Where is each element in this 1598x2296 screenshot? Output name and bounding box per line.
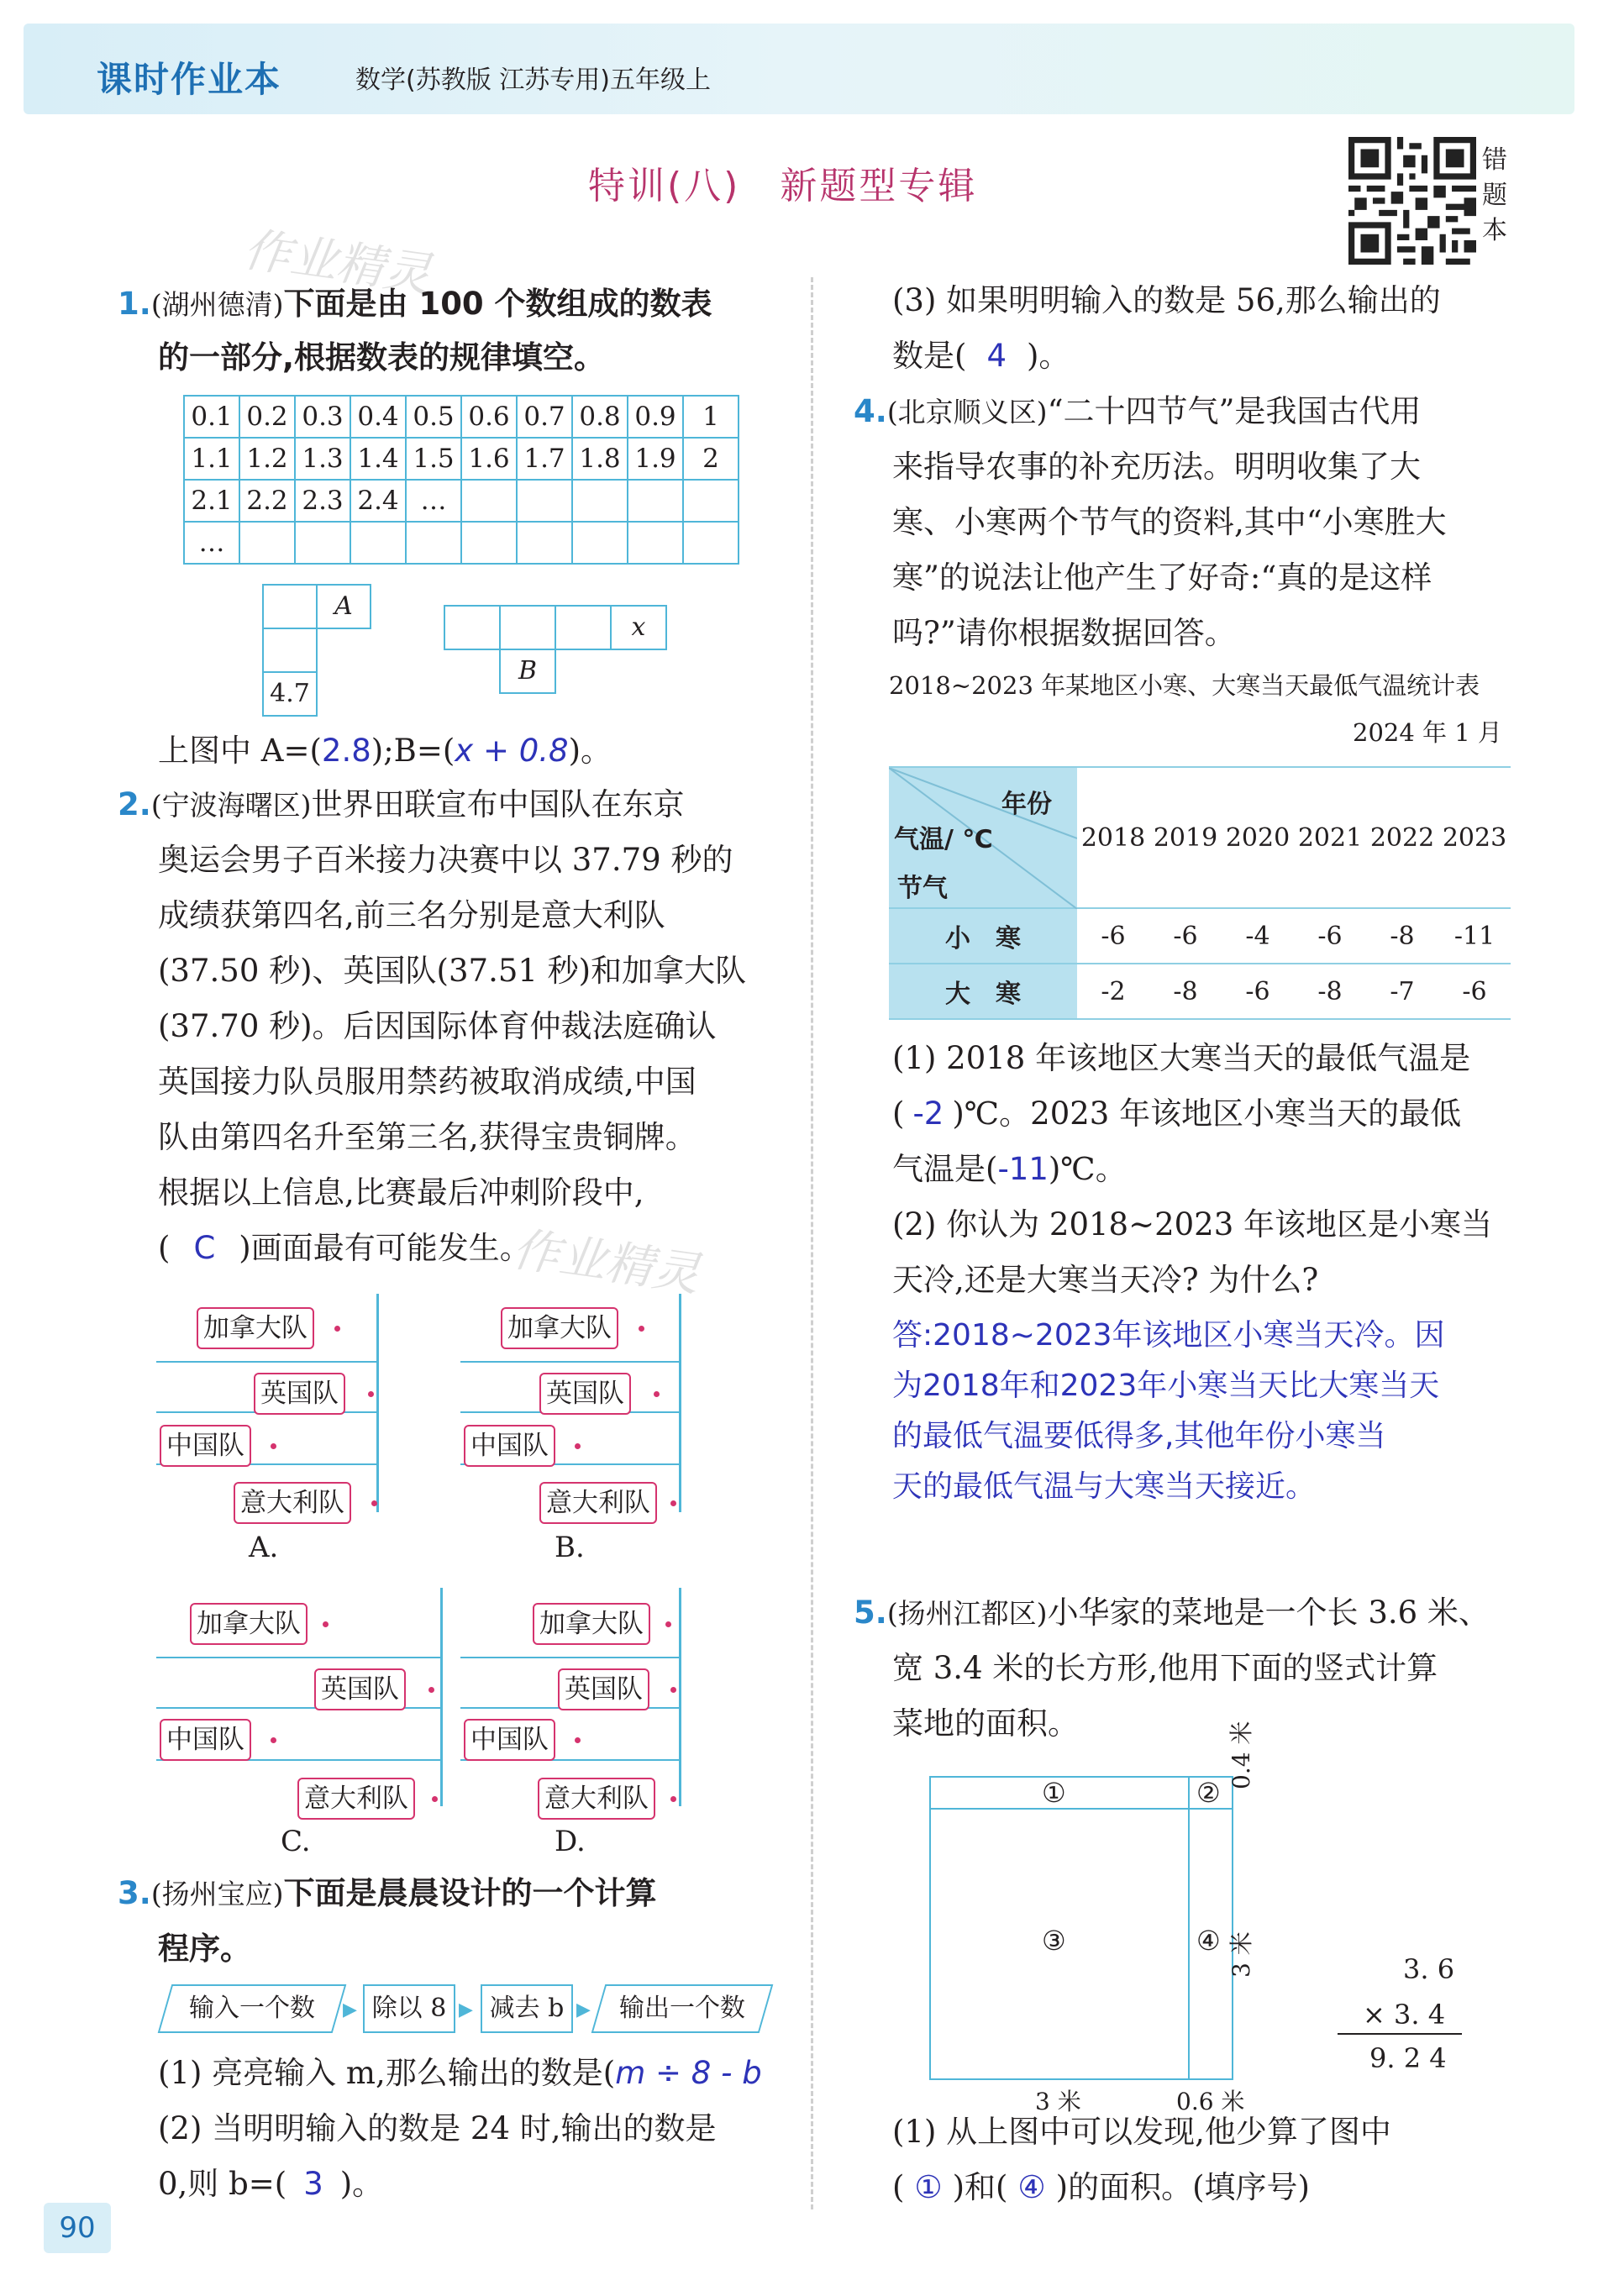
table-cell	[295, 522, 350, 564]
q2-line: 根据以上信息,比赛最后冲刺阶段中,	[158, 1174, 644, 1211]
runner-dot	[665, 1621, 671, 1627]
year-header: 2020	[1222, 767, 1294, 908]
page-number: 90	[44, 2203, 111, 2253]
team-italy: 意大利队	[539, 1482, 657, 1524]
year-header: 2018	[1077, 767, 1149, 908]
q3-sub2-line1: (2) 当明明输入的数是 24 时,输出的数是	[158, 2110, 717, 2146]
q1-shape-b-cell	[555, 605, 612, 650]
runner-dot	[639, 1326, 644, 1332]
table-row	[184, 438, 739, 480]
q4-sub2-line2: 天冷,还是大寒当天冷? 为什么?	[892, 1262, 1319, 1298]
lane-line	[460, 1657, 679, 1658]
table-cell: 1	[683, 396, 739, 438]
dim-bottom-right: 0.6 米	[1176, 2088, 1245, 2115]
table-cell: 1.4	[350, 438, 406, 480]
table-cell: 2.2	[239, 480, 295, 522]
team-britain: 英国队	[314, 1668, 406, 1710]
table-cell: 1.9	[628, 438, 683, 480]
dim-right: 3 米	[1227, 1931, 1255, 1978]
finish-line	[440, 1588, 443, 1806]
q4-handwritten-answer: 天的最低气温与大寒当天接近。	[892, 1469, 1317, 1504]
q5-line: 宽 3.4 米的长方形,他用下面的竖式计算	[892, 1650, 1438, 1686]
table-cell	[461, 522, 517, 564]
q1-shape-a-cell	[262, 628, 318, 673]
year-header: 2023	[1438, 767, 1511, 908]
team-canada: 加拿大队	[190, 1603, 308, 1645]
team-canada: 加拿大队	[533, 1603, 650, 1645]
team-china: 中国队	[464, 1425, 555, 1467]
table-cell	[517, 522, 572, 564]
q4-stem: 4.(北京顺义区)“二十四节气”是我国古代用	[854, 393, 1422, 429]
option-b-label: B.	[555, 1531, 585, 1564]
q3-sub1-answer: m ÷ 8 - b	[615, 2055, 762, 2091]
book-subtitle: 数学(苏教版 江苏专用)五年级上	[355, 66, 711, 95]
column-divider	[811, 277, 813, 2209]
qr-label: 错 题 本	[1482, 145, 1507, 245]
table-cell: 1.1	[184, 438, 239, 480]
q1-shape-b-label: B	[499, 649, 556, 694]
dim-top: 0.4 米	[1227, 1721, 1255, 1789]
runner-dot	[371, 1500, 377, 1506]
year-header: 2021	[1294, 767, 1366, 908]
q4-sub1-line1: (1) 2018 年该地区大寒当天的最低气温是	[892, 1040, 1471, 1076]
table-cell: 1.8	[572, 438, 628, 480]
team-china: 中国队	[160, 1719, 251, 1761]
q3-sub2-answer: 3	[303, 2166, 323, 2202]
region-3: ③	[1042, 1925, 1066, 1957]
watermark: 作业精灵	[239, 222, 434, 303]
flow-divide: 除以 8	[363, 1984, 455, 2033]
q1-answer-b: x + 0.8	[455, 733, 569, 769]
flow-subtract: 减去 b	[481, 1984, 573, 2033]
runner-dot	[432, 1796, 438, 1802]
runner-dot	[428, 1687, 434, 1693]
table-cell	[350, 522, 406, 564]
calc-rule	[1338, 2033, 1462, 2035]
q3-sub3-answer: 4	[986, 338, 1007, 374]
lane-line	[156, 1361, 376, 1363]
table-cell	[239, 522, 295, 564]
team-britain: 英国队	[539, 1373, 631, 1415]
finish-line	[679, 1588, 681, 1806]
table-cell: 0.6	[461, 396, 517, 438]
flow-output: 输出一个数	[591, 1984, 774, 2033]
table-row	[184, 480, 739, 522]
team-canada: 加拿大队	[197, 1307, 314, 1349]
table-cell: -6	[1077, 908, 1149, 964]
table-cell: 1.2	[239, 438, 295, 480]
row-label: 大 寒	[889, 964, 1077, 1019]
table-cell: -11	[1438, 908, 1511, 964]
calc-multiplier: × 3. 4	[1363, 1999, 1446, 2031]
q3-sub3-line2: 数是( 4 )。	[892, 338, 1070, 374]
region-1: ①	[1042, 1777, 1066, 1809]
table-cell: …	[184, 522, 239, 564]
table-cell	[461, 480, 517, 522]
team-italy: 意大利队	[234, 1482, 351, 1524]
year-header: 2022	[1366, 767, 1438, 908]
q4-table-title: 2018~2023 年某地区小寒、大寒当天最低气温统计表	[889, 671, 1480, 700]
team-china: 中国队	[464, 1719, 555, 1761]
q4-line: 寒”的说法让他产生了好奇:“真的是这样	[892, 560, 1432, 596]
dim-bottom-left: 3 米	[1035, 2088, 1081, 2115]
q2-line: 队由第四名升至第三名,获得宝贵铜牌。	[158, 1119, 696, 1155]
q1-answer-a: 2.8	[321, 733, 371, 769]
q5-line: 菜地的面积。	[892, 1705, 1079, 1742]
calc-result: 9. 2 4	[1369, 2042, 1447, 2074]
team-china: 中国队	[160, 1425, 251, 1467]
q5-sub1-answer2: ④	[1017, 2169, 1046, 2205]
option-c-label: C.	[281, 1825, 311, 1858]
runner-dot	[575, 1443, 581, 1449]
table-cell	[628, 480, 683, 522]
q3-sub2-line2: 0,则 b=( 3 )。	[158, 2166, 384, 2202]
q2-line: (37.70 秒)。后因国际体育仲裁法庭确认	[158, 1008, 717, 1044]
table-cell: -4	[1222, 908, 1294, 964]
table-cell: 0.4	[350, 396, 406, 438]
table-row	[184, 396, 739, 438]
q4-table-date: 2024 年 1 月	[1353, 718, 1502, 747]
team-britain: 英国队	[254, 1373, 345, 1415]
watermark: 作业精灵	[508, 1222, 703, 1303]
calc-multiplicand: 3. 6	[1403, 1953, 1455, 1985]
team-italy: 意大利队	[538, 1778, 655, 1820]
year-header: 2019	[1149, 767, 1222, 908]
table-cell	[572, 480, 628, 522]
table-cell: -8	[1366, 908, 1438, 964]
runner-dot	[670, 1500, 676, 1506]
runner-dot	[271, 1737, 276, 1743]
option-d-label: D.	[555, 1825, 586, 1858]
q2-answer-line: ( C )画面最有可能发生。	[158, 1230, 531, 1266]
runner-dot	[670, 1796, 676, 1802]
option-a-label: A.	[249, 1531, 279, 1564]
lane-line	[460, 1361, 679, 1363]
table-cell: …	[406, 480, 461, 522]
row-label: 小 寒	[889, 908, 1077, 964]
q1-shape-a-value: 4.7	[262, 671, 318, 717]
q1-shape-b-cell	[444, 605, 501, 650]
table-cell	[406, 522, 461, 564]
q1-stem: 1.(湖州德清)下面是由 100 个数组成的数表	[118, 286, 712, 322]
table-cell: -8	[1294, 964, 1366, 1019]
q4-handwritten-answer: 的最低气温要低得多,其他年份小寒当	[892, 1419, 1386, 1453]
region-4: ④	[1196, 1925, 1221, 1957]
q2-line: 成绩获第四名,前三名分别是意大利队	[158, 897, 665, 933]
q3-sub3-line1: (3) 如果明明输入的数是 56,那么输出的	[892, 282, 1441, 318]
q3-stem-line2: 程序。	[158, 1931, 251, 1967]
q4-handwritten-answer: 答:2018~2023年该地区小寒当天冷。因	[892, 1318, 1445, 1353]
runner-dot	[271, 1443, 276, 1449]
q5-sub1-line1: (1) 从上图中可以发现,他少算了图中	[892, 2114, 1391, 2150]
table-cell: -8	[1149, 964, 1222, 1019]
q1-shape-b-x: x	[610, 605, 667, 650]
flow-arrow-icon: ▶	[576, 1999, 591, 2020]
brand-title: 课时作业本	[97, 59, 282, 100]
table-cell: 1.3	[295, 438, 350, 480]
q2-stem: 2.(宁波海曙区)世界田联宣布中国队在东京	[118, 786, 685, 822]
q4-line: 寒、小寒两个节气的资料,其中“小寒胜大	[892, 504, 1447, 540]
table-corner-cell: 年份 气温/ ℃ 节气	[889, 767, 1077, 908]
q5-stem: 5.(扬州江都区)小华家的菜地是一个长 3.6 米、	[854, 1595, 1490, 1631]
runner-dot	[575, 1737, 581, 1743]
runner-dot	[334, 1326, 340, 1332]
qr-code-icon[interactable]	[1348, 137, 1476, 265]
table-row	[889, 964, 1511, 1019]
table-cell: -6	[1149, 908, 1222, 964]
q4-line: 来指导农事的补充历法。明明收集了大	[892, 449, 1421, 485]
runner-dot	[654, 1391, 660, 1397]
table-cell	[572, 522, 628, 564]
region-2: ②	[1196, 1777, 1221, 1809]
table-cell: -7	[1366, 964, 1438, 1019]
q1-shape-a-cell	[262, 584, 318, 629]
table-row	[184, 522, 739, 564]
q4-temperature-table	[889, 766, 1511, 1020]
runner-dot	[670, 1687, 676, 1693]
table-cell: 1.5	[406, 438, 461, 480]
table-cell: -6	[1222, 964, 1294, 1019]
q3-stem: 3.(扬州宝应)下面是晨晨设计的一个计算	[118, 1875, 657, 1911]
field-divider	[1188, 1776, 1190, 2080]
table-cell: 2.1	[184, 480, 239, 522]
flow-input: 输入一个数	[158, 1984, 347, 2033]
table-cell: 0.2	[239, 396, 295, 438]
q4-line: 吗?”请你根据数据回答。	[892, 615, 1236, 651]
table-cell: 0.5	[406, 396, 461, 438]
table-row	[889, 908, 1511, 964]
q1-answer-line: 上图中 A=(2.8);B=(x + 0.8)。	[158, 733, 612, 769]
q3-sub1: (1) 亮亮输入 m,那么输出的数是(m ÷ 8 - b	[158, 2055, 762, 2091]
flow-arrow-icon: ▶	[343, 1999, 357, 2020]
q4-sub1-answer1: -2	[912, 1095, 944, 1132]
finish-line	[679, 1294, 681, 1512]
q2-answer: C	[193, 1230, 216, 1266]
q1-shape-b-cell	[499, 605, 556, 650]
team-britain: 英国队	[558, 1668, 649, 1710]
q4-sub2-line1: (2) 你认为 2018~2023 年该地区是小寒当	[892, 1206, 1493, 1243]
table-cell: 1.6	[461, 438, 517, 480]
table-cell: 0.1	[184, 396, 239, 438]
table-cell: 0.9	[628, 396, 683, 438]
q5-sub1-answer1: ①	[914, 2169, 943, 2205]
q2-line: 英国接力队员服用禁药被取消成绩,中国	[158, 1064, 696, 1100]
table-cell	[683, 480, 739, 522]
flow-arrow-icon: ▶	[459, 1999, 473, 2020]
table-cell: -6	[1438, 964, 1511, 1019]
table-cell	[683, 522, 739, 564]
table-cell: 2.3	[295, 480, 350, 522]
q2-line: 奥运会男子百米接力决赛中以 37.79 秒的	[158, 842, 733, 878]
q4-sub1-answer2: -11	[997, 1151, 1049, 1187]
q4-handwritten-answer: 为2018年和2023年小寒当天比大寒当天	[892, 1369, 1440, 1403]
team-canada: 加拿大队	[501, 1307, 618, 1349]
lane-line	[156, 1657, 440, 1658]
table-cell: 0.7	[517, 396, 572, 438]
table-cell: -2	[1077, 964, 1149, 1019]
q4-sub1-line2: ( -2 )℃。2023 年该地区小寒当天的最低	[892, 1095, 1462, 1132]
table-cell: 0.8	[572, 396, 628, 438]
q1-number-table	[183, 395, 739, 565]
q1-shape-a-label: A	[316, 584, 371, 629]
finish-line	[376, 1294, 379, 1512]
table-cell: -6	[1294, 908, 1366, 964]
table-cell: 2.4	[350, 480, 406, 522]
table-cell	[517, 480, 572, 522]
table-cell: 0.3	[295, 396, 350, 438]
q4-sub1-line3: 气温是(-11)℃。	[892, 1151, 1127, 1187]
q2-line: (37.50 秒)、英国队(37.51 秒)和加拿大队	[158, 953, 747, 989]
table-cell	[628, 522, 683, 564]
page-title: 特训(八) 新题型专辑	[588, 165, 978, 208]
q1-stem-line2: 的一部分,根据数表的规律填空。	[158, 339, 606, 376]
table-cell: 1.7	[517, 438, 572, 480]
table-cell: 2	[683, 438, 739, 480]
team-italy: 意大利队	[297, 1778, 415, 1820]
runner-dot	[323, 1621, 329, 1627]
runner-dot	[368, 1391, 374, 1397]
q5-sub1-line2: ( ① )和( ④ )的面积。(填序号)	[892, 2169, 1310, 2205]
